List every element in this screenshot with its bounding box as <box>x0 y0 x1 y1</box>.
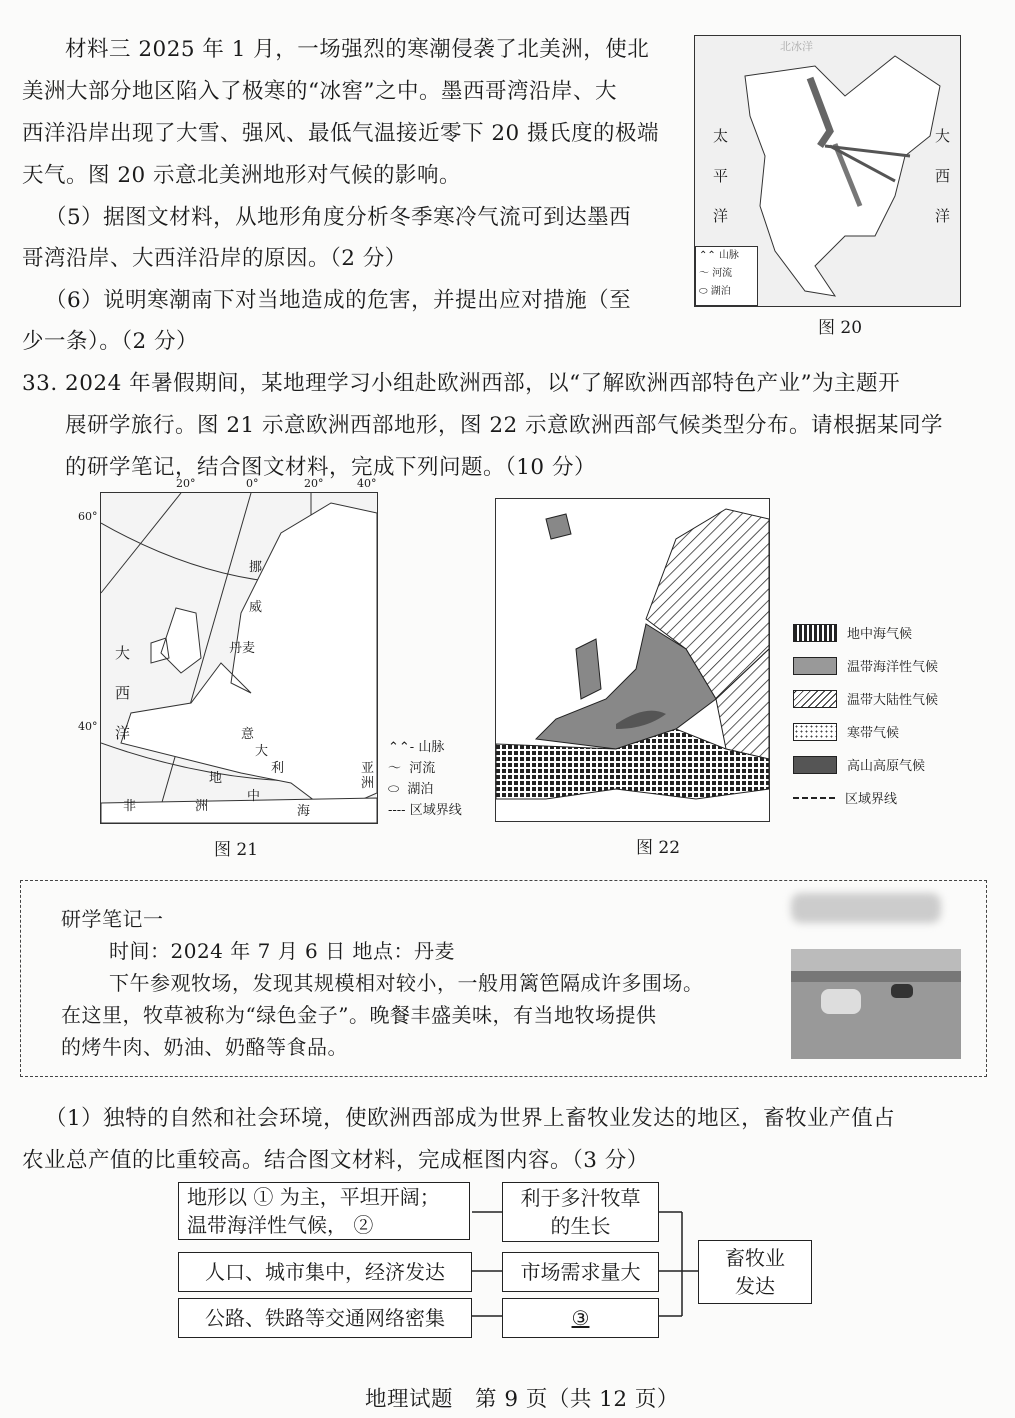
question-33: 展研学旅行。图 21 示意欧洲西部地形，图 22 示意欧洲西部气候类型分布。请根据某同学 <box>65 413 944 438</box>
lon-tick: 20° <box>176 477 196 490</box>
material3-line: 美洲大部分地区陷入了极寒的“冰窖”之中。墨西哥湾沿岸、大 <box>22 79 617 104</box>
med-label: 地 <box>209 771 223 786</box>
lon-tick: 0° <box>246 477 259 490</box>
notes-line: 在这里，牧草被称为“绿色金子”。晚餐丰盛美味，有当地牧场提供 <box>61 1003 657 1027</box>
flow-box-nature: 地形以 ① 为主，平坦开阔； 温带海洋性气候， ② <box>178 1182 470 1240</box>
figure-20-caption: 图 20 <box>818 318 863 338</box>
flow-box-market: 市场需求量大 <box>502 1252 659 1292</box>
question-6: 少一条）。（2 分） <box>22 329 199 354</box>
exam-page: 材料三 2025 年 1 月，一场强烈的寒潮侵袭了北美洲，使北 美洲大部分地区陷入了极寒的“冰窖”之中。墨西哥湾沿岸、大 西洋沿岸出现了大雪、强风、最低气温接近零下 20 摄氏度的极端 天气。图 20 示意北美洲地形对气候的影响。 （5）据图文材料，从地形角度分析冬季寒冷气流可到达墨西 哥湾沿岸、大西洋沿岸的原因。（2 分） （6）说明寒潮南下对当地造成的危害，并提出应对措施（至 少一条）。（2 分） 太 平 洋 大 西 洋 北冰洋 ⌃⌃ 山脉 〜 河流 ⬭ 湖泊 图 20 33. 2024 年暑假期间，某地理学习小组赴欧洲西部，以“了解欧洲西部特色产业”为主题开 展研学旅行。图 21 示意欧洲西部地形，图 22 示意欧洲西部气候类型分布。请根据某同学 的研学笔记，结合图文材料，完成下列问题。（10 分） 20° 0° 20° 40° 60° 40° 大 西 洋 挪 威 丹麦 意 大 利 非 洲 地 中 海 亚 洲 ⌃⌃- 山脉 〜 河流 ⬭ 湖泊 ---- 区域界线 图 21 地中海气候 温带海洋性气候 温带大陆性气候 寒带气候 高山高原气候 区域界线 图 22 研学笔记一 时间：2024 年 7 月 6 日 地点：丹麦 下午参观牧场，发现其规模相对较小，一般用篱笆隔成许多围场。 在这里，牧草被称为“绿色金子”。晚餐丰盛美味，有当地牧场提供 的烤牛肉、奶油、奶酪等食品。 （1）独特的自然和社会环境，使欧洲西部成为世界上畜牧业发达的地区，畜牧业产值占 农业总产值的比重较高。结合图文材料，完成框图内容。（3 分） 地形以 ① 为主，平坦开阔； 温带海洋性气候， ② 人口、城市集中，经济发达 公路、铁路等交通网络密集 利于多汁牧草 的生长 市场需求量大 ③ 畜牧业 发达 地理试题 第 9 页（共 12 页） <box>0 0 1015 1418</box>
pacific-label: 太 平 洋 <box>713 127 729 225</box>
page-footer: 地理试题 第 9 页（共 12 页） <box>365 1387 679 1412</box>
question-5: （5）据图文材料，从地形角度分析冬季寒冷气流可到达墨西 <box>45 205 632 230</box>
atlantic-label: 大 西 洋 <box>115 644 131 742</box>
africa-label: 非 洲 <box>123 799 209 814</box>
question-33: 33. 2024 年暑假期间，某地理学习小组赴欧洲西部，以“了解欧洲西部特色产业”为主题开 <box>22 371 901 396</box>
norway-label: 挪 威 <box>249 560 263 615</box>
atlantic-label: 大 西 洋 <box>935 127 951 225</box>
asia-label: 亚 洲 <box>361 761 375 791</box>
denmark-label: 丹麦 <box>229 641 256 656</box>
flow-box-grass: 利于多汁牧草 的生长 <box>502 1182 659 1242</box>
notes-line: 下午参观牧场，发现其规模相对较小，一般用篱笆隔成许多围场。 <box>109 971 704 995</box>
notes-meta: 时间：2024 年 7 月 6 日 地点：丹麦 <box>109 939 455 963</box>
material3-line: 西洋沿岸出现了大雪、强风、最低气温接近零下 20 摄氏度的极端 <box>22 121 660 146</box>
lon-tick: 40° <box>357 477 377 490</box>
italy-label: 意 <box>241 727 255 742</box>
figure-22-caption: 图 22 <box>636 838 681 858</box>
material3-line: 材料三 2025 年 1 月，一场强烈的寒潮侵袭了北美洲，使北 <box>65 37 650 62</box>
flow-blank-3: ③ <box>502 1298 659 1338</box>
notes-title: 研学笔记一 <box>61 907 164 931</box>
arctic-label: 北冰洋 <box>780 40 813 53</box>
material3-line: 天气。图 20 示意北美洲地形对气候的影响。 <box>22 163 462 188</box>
question-33: 的研学笔记，结合图文材料，完成下列问题。（10 分） <box>65 455 596 480</box>
italy-label: 利 <box>271 761 285 776</box>
lat-tick: 60° <box>78 510 98 523</box>
question-6: （6）说明寒潮南下对当地造成的危害，并提出应对措施（至 <box>45 288 632 313</box>
flow-box-population: 人口、城市集中，经济发达 <box>178 1252 472 1292</box>
question-5: 哥湾沿岸、大西洋沿岸的原因。（2 分） <box>22 246 407 271</box>
figure-21-legend: ⌃⌃- 山脉 〜 河流 ⬭ 湖泊 ---- 区域界线 <box>388 740 462 818</box>
figure-21-caption: 图 21 <box>214 840 259 860</box>
italy-label: 大 <box>255 744 269 759</box>
flow-box-transport: 公路、铁路等交通网络密集 <box>178 1298 472 1338</box>
med-label: 海 <box>297 804 311 819</box>
lat-tick: 40° <box>78 720 98 733</box>
flow-box-result: 畜牧业 发达 <box>698 1240 812 1304</box>
notes-line: 的烤牛肉、奶油、奶酪等食品。 <box>61 1035 348 1059</box>
lon-tick: 20° <box>304 477 324 490</box>
question-1: （1）独特的自然和社会环境，使欧洲西部成为世界上畜牧业发达的地区，畜牧业产值占 <box>45 1106 896 1131</box>
figure-20-legend: ⌃⌃ 山脉 〜 河流 ⬭ 湖泊 <box>695 246 758 306</box>
question-1: 农业总产值的比重较高。结合图文材料，完成框图内容。（3 分） <box>22 1148 649 1173</box>
med-label: 中 <box>247 789 261 804</box>
